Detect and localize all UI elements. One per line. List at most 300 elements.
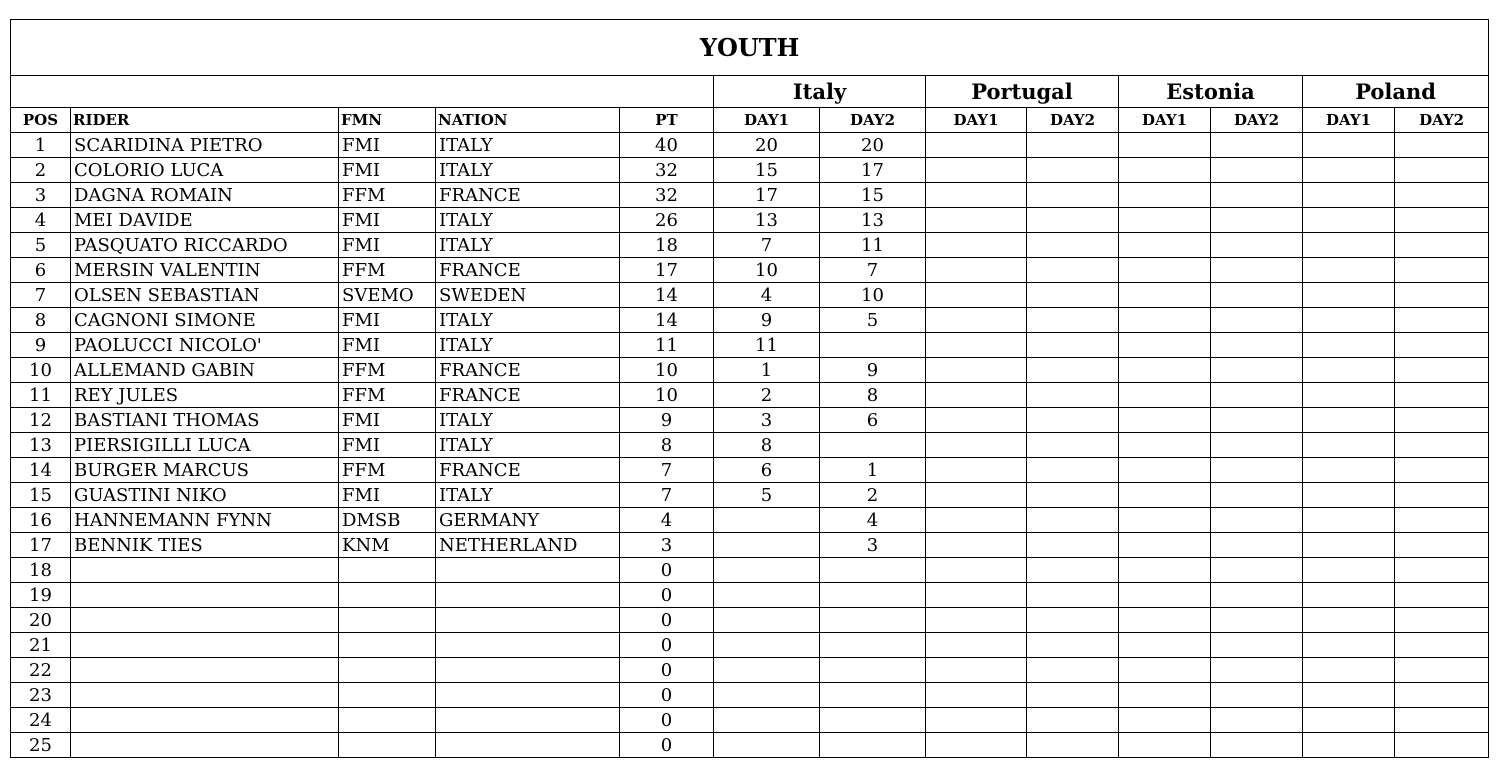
cell-poland-day1	[1303, 208, 1395, 233]
cell-italy-day1	[714, 583, 820, 608]
cell-nation: ITALY	[436, 333, 620, 358]
cell-estonia-day1	[1119, 583, 1211, 608]
cell-poland-day2	[1395, 408, 1489, 433]
cell-rider: PAOLUCCI NICOLO'	[71, 333, 339, 358]
cell-estonia-day1	[1119, 608, 1211, 633]
cell-estonia-day1	[1119, 633, 1211, 658]
cell-estonia-day2	[1211, 658, 1303, 683]
cell-estonia-day2	[1211, 708, 1303, 733]
col-header-nation: NATION	[436, 108, 620, 133]
cell-italy-day2	[820, 608, 926, 633]
cell-portugal-day1	[926, 583, 1027, 608]
cell-pos: 16	[11, 508, 71, 533]
cell-nation: FRANCE	[436, 258, 620, 283]
cell-poland-day2	[1395, 608, 1489, 633]
cell-portugal-day1	[926, 608, 1027, 633]
cell-italy-day2	[820, 433, 926, 458]
cell-poland-day1	[1303, 383, 1395, 408]
cell-portugal-day2	[1027, 633, 1119, 658]
cell-estonia-day1	[1119, 183, 1211, 208]
cell-portugal-day2	[1027, 708, 1119, 733]
table-row	[11, 133, 1489, 158]
cell-rider: ALLEMAND GABIN	[71, 358, 339, 383]
cell-portugal-day1	[926, 183, 1027, 208]
cell-estonia-day1	[1119, 408, 1211, 433]
cell-nation	[436, 708, 620, 733]
cell-fmn: KNM	[339, 533, 436, 558]
cell-points: 0	[620, 708, 714, 733]
cell-portugal-day1	[926, 733, 1027, 758]
cell-italy-day2: 15	[820, 183, 926, 208]
cell-poland-day1	[1303, 283, 1395, 308]
cell-nation: ITALY	[436, 158, 620, 183]
standings-table	[10, 19, 1489, 758]
cell-poland-day2	[1395, 558, 1489, 583]
cell-portugal-day2	[1027, 508, 1119, 533]
cell-portugal-day2	[1027, 558, 1119, 583]
cell-estonia-day1	[1119, 383, 1211, 408]
cell-nation: ITALY	[436, 233, 620, 258]
table-row	[11, 183, 1489, 208]
table-row	[11, 333, 1489, 358]
col-header-pt: PT	[620, 108, 714, 133]
cell-italy-day1	[714, 633, 820, 658]
cell-pos: 2	[11, 158, 71, 183]
cell-italy-day2: 2	[820, 483, 926, 508]
cell-portugal-day1	[926, 708, 1027, 733]
cell-fmn: FMI	[339, 308, 436, 333]
cell-italy-day1: 20	[714, 133, 820, 158]
cell-rider: BASTIANI THOMAS	[71, 408, 339, 433]
cell-poland-day1	[1303, 533, 1395, 558]
cell-estonia-day1	[1119, 158, 1211, 183]
cell-poland-day1	[1303, 583, 1395, 608]
cell-fmn: FFM	[339, 383, 436, 408]
cell-estonia-day1	[1119, 208, 1211, 233]
cell-points: 7	[620, 458, 714, 483]
cell-estonia-day2	[1211, 508, 1303, 533]
cell-poland-day1	[1303, 683, 1395, 708]
cell-fmn	[339, 558, 436, 583]
cell-portugal-day1	[926, 683, 1027, 708]
cell-rider	[71, 558, 339, 583]
cell-points: 0	[620, 658, 714, 683]
cell-estonia-day1	[1119, 433, 1211, 458]
cell-portugal-day2	[1027, 533, 1119, 558]
cell-portugal-day1	[926, 258, 1027, 283]
cell-portugal-day1	[926, 158, 1027, 183]
col-header-rider: RIDER	[71, 108, 339, 133]
cell-fmn: FMI	[339, 233, 436, 258]
cell-rider	[71, 683, 339, 708]
cell-italy-day1	[714, 708, 820, 733]
cell-italy-day2: 17	[820, 158, 926, 183]
table-row	[11, 283, 1489, 308]
table-row	[11, 658, 1489, 683]
cell-fmn	[339, 708, 436, 733]
cell-poland-day1	[1303, 458, 1395, 483]
cell-nation: ITALY	[436, 208, 620, 233]
cell-italy-day1	[714, 508, 820, 533]
cell-points: 32	[620, 183, 714, 208]
cell-rider	[71, 733, 339, 758]
cell-fmn: DMSB	[339, 508, 436, 533]
cell-pos: 13	[11, 433, 71, 458]
cell-poland-day1	[1303, 183, 1395, 208]
cell-points: 10	[620, 358, 714, 383]
table-row	[11, 708, 1489, 733]
cell-fmn: FMI	[339, 433, 436, 458]
table-row	[11, 558, 1489, 583]
cell-rider	[71, 658, 339, 683]
cell-portugal-day2	[1027, 408, 1119, 433]
cell-pos: 10	[11, 358, 71, 383]
cell-poland-day1	[1303, 708, 1395, 733]
cell-portugal-day1	[926, 508, 1027, 533]
cell-portugal-day2	[1027, 583, 1119, 608]
cell-italy-day2	[820, 633, 926, 658]
cell-italy-day1: 9	[714, 308, 820, 333]
cell-italy-day2	[820, 708, 926, 733]
cell-poland-day1	[1303, 608, 1395, 633]
country-header-estonia: Estonia	[1119, 76, 1303, 108]
col-header-poland-day1: DAY1	[1303, 108, 1395, 133]
cell-portugal-day2	[1027, 483, 1119, 508]
cell-italy-day1	[714, 658, 820, 683]
cell-portugal-day1	[926, 483, 1027, 508]
cell-estonia-day2	[1211, 583, 1303, 608]
cell-estonia-day2	[1211, 408, 1303, 433]
cell-italy-day2: 11	[820, 233, 926, 258]
cell-poland-day2	[1395, 583, 1489, 608]
cell-poland-day2	[1395, 183, 1489, 208]
col-header-portugal-day2: DAY2	[1027, 108, 1119, 133]
cell-pos: 12	[11, 408, 71, 433]
cell-portugal-day1	[926, 408, 1027, 433]
col-header-italy-day1: DAY1	[714, 108, 820, 133]
cell-estonia-day2	[1211, 208, 1303, 233]
blank-header-cell	[11, 76, 714, 108]
cell-estonia-day2	[1211, 608, 1303, 633]
cell-poland-day2	[1395, 708, 1489, 733]
cell-poland-day2	[1395, 233, 1489, 258]
table-row	[11, 208, 1489, 233]
cell-estonia-day2	[1211, 233, 1303, 258]
cell-rider: OLSEN SEBASTIAN	[71, 283, 339, 308]
cell-nation: NETHERLAND	[436, 533, 620, 558]
cell-poland-day1	[1303, 158, 1395, 183]
cell-portugal-day2	[1027, 283, 1119, 308]
col-header-italy-day2: DAY2	[820, 108, 926, 133]
table-row	[11, 358, 1489, 383]
cell-estonia-day2	[1211, 458, 1303, 483]
cell-poland-day2	[1395, 658, 1489, 683]
cell-nation: FRANCE	[436, 183, 620, 208]
cell-estonia-day1	[1119, 533, 1211, 558]
cell-fmn	[339, 683, 436, 708]
cell-portugal-day2	[1027, 608, 1119, 633]
cell-estonia-day2	[1211, 683, 1303, 708]
table-row	[11, 483, 1489, 508]
cell-poland-day2	[1395, 358, 1489, 383]
cell-italy-day2: 1	[820, 458, 926, 483]
cell-points: 0	[620, 583, 714, 608]
cell-pos: 1	[11, 133, 71, 158]
col-header-fmn: FMN	[339, 108, 436, 133]
cell-italy-day2	[820, 733, 926, 758]
cell-fmn: FMI	[339, 408, 436, 433]
cell-rider	[71, 633, 339, 658]
cell-pos: 11	[11, 383, 71, 408]
cell-fmn	[339, 608, 436, 633]
cell-estonia-day2	[1211, 158, 1303, 183]
cell-poland-day1	[1303, 633, 1395, 658]
col-header-portugal-day1: DAY1	[926, 108, 1027, 133]
cell-fmn	[339, 583, 436, 608]
cell-estonia-day2	[1211, 633, 1303, 658]
table-row	[11, 608, 1489, 633]
cell-italy-day2: 6	[820, 408, 926, 433]
cell-fmn: FMI	[339, 333, 436, 358]
cell-fmn	[339, 658, 436, 683]
col-header-estonia-day1: DAY1	[1119, 108, 1211, 133]
cell-poland-day2	[1395, 133, 1489, 158]
cell-fmn: SVEMO	[339, 283, 436, 308]
cell-nation	[436, 558, 620, 583]
cell-portugal-day1	[926, 533, 1027, 558]
cell-points: 17	[620, 258, 714, 283]
cell-points: 0	[620, 558, 714, 583]
cell-pos: 5	[11, 233, 71, 258]
cell-points: 10	[620, 383, 714, 408]
cell-portugal-day2	[1027, 733, 1119, 758]
col-header-poland-day2: DAY2	[1395, 108, 1489, 133]
cell-nation	[436, 633, 620, 658]
cell-italy-day2: 10	[820, 283, 926, 308]
cell-portugal-day2	[1027, 383, 1119, 408]
cell-nation: FRANCE	[436, 458, 620, 483]
cell-rider: PIERSIGILLI LUCA	[71, 433, 339, 458]
cell-rider: MERSIN VALENTIN	[71, 258, 339, 283]
cell-italy-day1: 4	[714, 283, 820, 308]
cell-portugal-day2	[1027, 183, 1119, 208]
cell-pos: 14	[11, 458, 71, 483]
table-row	[11, 408, 1489, 433]
cell-portugal-day1	[926, 308, 1027, 333]
cell-italy-day1	[714, 558, 820, 583]
cell-rider: DAGNA ROMAIN	[71, 183, 339, 208]
table-row	[11, 433, 1489, 458]
cell-pos: 3	[11, 183, 71, 208]
cell-rider: HANNEMANN FYNN	[71, 508, 339, 533]
cell-portugal-day1	[926, 133, 1027, 158]
cell-estonia-day2	[1211, 308, 1303, 333]
cell-estonia-day2	[1211, 258, 1303, 283]
cell-estonia-day1	[1119, 358, 1211, 383]
cell-italy-day2: 4	[820, 508, 926, 533]
cell-pos: 25	[11, 733, 71, 758]
cell-fmn: FFM	[339, 183, 436, 208]
cell-nation: ITALY	[436, 133, 620, 158]
cell-rider: PASQUATO RICCARDO	[71, 233, 339, 258]
cell-italy-day1: 2	[714, 383, 820, 408]
cell-estonia-day2	[1211, 558, 1303, 583]
cell-italy-day2	[820, 583, 926, 608]
sheet-title: YOUTH	[11, 20, 1489, 76]
cell-poland-day1	[1303, 408, 1395, 433]
cell-italy-day2: 7	[820, 258, 926, 283]
cell-nation	[436, 733, 620, 758]
cell-pos: 8	[11, 308, 71, 333]
table-row	[11, 633, 1489, 658]
cell-rider: REY JULES	[71, 383, 339, 408]
cell-pos: 6	[11, 258, 71, 283]
cell-rider: GUASTINI NIKO	[71, 483, 339, 508]
cell-italy-day2	[820, 683, 926, 708]
cell-poland-day2	[1395, 458, 1489, 483]
cell-fmn: FMI	[339, 208, 436, 233]
country-header-italy: Italy	[714, 76, 926, 108]
cell-poland-day2	[1395, 208, 1489, 233]
cell-points: 11	[620, 333, 714, 358]
cell-poland-day1	[1303, 658, 1395, 683]
cell-points: 40	[620, 133, 714, 158]
col-header-estonia-day2: DAY2	[1211, 108, 1303, 133]
cell-poland-day2	[1395, 633, 1489, 658]
cell-points: 0	[620, 683, 714, 708]
cell-points: 18	[620, 233, 714, 258]
cell-italy-day1: 3	[714, 408, 820, 433]
cell-pos: 15	[11, 483, 71, 508]
cell-nation: ITALY	[436, 483, 620, 508]
cell-pos: 23	[11, 683, 71, 708]
cell-fmn: FFM	[339, 258, 436, 283]
cell-portugal-day2	[1027, 358, 1119, 383]
cell-italy-day1: 10	[714, 258, 820, 283]
cell-poland-day1	[1303, 733, 1395, 758]
cell-estonia-day2	[1211, 433, 1303, 458]
cell-italy-day1: 15	[714, 158, 820, 183]
cell-poland-day1	[1303, 308, 1395, 333]
cell-italy-day2: 9	[820, 358, 926, 383]
cell-estonia-day1	[1119, 333, 1211, 358]
cell-italy-day2	[820, 658, 926, 683]
cell-pos: 21	[11, 633, 71, 658]
cell-italy-day1	[714, 733, 820, 758]
cell-poland-day1	[1303, 133, 1395, 158]
cell-portugal-day2	[1027, 133, 1119, 158]
cell-nation: FRANCE	[436, 358, 620, 383]
cell-points: 4	[620, 508, 714, 533]
cell-poland-day1	[1303, 508, 1395, 533]
cell-nation	[436, 683, 620, 708]
cell-portugal-day2	[1027, 333, 1119, 358]
cell-pos: 22	[11, 658, 71, 683]
cell-estonia-day1	[1119, 133, 1211, 158]
cell-poland-day2	[1395, 308, 1489, 333]
cell-italy-day1: 5	[714, 483, 820, 508]
cell-italy-day1	[714, 608, 820, 633]
cell-pos: 19	[11, 583, 71, 608]
cell-rider	[71, 608, 339, 633]
cell-portugal-day1	[926, 208, 1027, 233]
cell-poland-day2	[1395, 333, 1489, 358]
cell-fmn	[339, 733, 436, 758]
cell-italy-day1: 13	[714, 208, 820, 233]
cell-points: 0	[620, 733, 714, 758]
cell-portugal-day1	[926, 433, 1027, 458]
cell-estonia-day1	[1119, 658, 1211, 683]
table-row	[11, 683, 1489, 708]
cell-italy-day2: 20	[820, 133, 926, 158]
cell-italy-day1: 6	[714, 458, 820, 483]
cell-poland-day2	[1395, 433, 1489, 458]
cell-rider: CAGNONI SIMONE	[71, 308, 339, 333]
cell-italy-day2: 13	[820, 208, 926, 233]
cell-poland-day1	[1303, 333, 1395, 358]
cell-pos: 18	[11, 558, 71, 583]
col-header-pos: POS	[11, 108, 71, 133]
table-row	[11, 308, 1489, 333]
cell-fmn: FFM	[339, 358, 436, 383]
cell-estonia-day1	[1119, 483, 1211, 508]
cell-poland-day1	[1303, 558, 1395, 583]
cell-points: 8	[620, 433, 714, 458]
table-row	[11, 583, 1489, 608]
cell-nation: ITALY	[436, 308, 620, 333]
cell-portugal-day1	[926, 358, 1027, 383]
table-row	[11, 233, 1489, 258]
cell-portugal-day1	[926, 558, 1027, 583]
cell-poland-day1	[1303, 483, 1395, 508]
cell-italy-day1	[714, 533, 820, 558]
table-row	[11, 158, 1489, 183]
cell-portugal-day1	[926, 233, 1027, 258]
cell-estonia-day2	[1211, 333, 1303, 358]
cell-portugal-day2	[1027, 308, 1119, 333]
table-row	[11, 258, 1489, 283]
cell-rider	[71, 708, 339, 733]
cell-rider: BURGER MARCUS	[71, 458, 339, 483]
table-row	[11, 383, 1489, 408]
cell-italy-day1: 1	[714, 358, 820, 383]
cell-nation	[436, 608, 620, 633]
cell-estonia-day2	[1211, 133, 1303, 158]
cell-points: 3	[620, 533, 714, 558]
cell-italy-day1	[714, 683, 820, 708]
cell-pos: 9	[11, 333, 71, 358]
cell-points: 9	[620, 408, 714, 433]
cell-portugal-day1	[926, 333, 1027, 358]
cell-nation: ITALY	[436, 408, 620, 433]
cell-poland-day2	[1395, 283, 1489, 308]
cell-portugal-day2	[1027, 208, 1119, 233]
cell-points: 14	[620, 308, 714, 333]
cell-estonia-day1	[1119, 283, 1211, 308]
cell-estonia-day1	[1119, 508, 1211, 533]
country-header-poland: Poland	[1303, 76, 1489, 108]
cell-portugal-day2	[1027, 258, 1119, 283]
table-row	[11, 733, 1489, 758]
cell-italy-day2	[820, 558, 926, 583]
cell-italy-day2: 3	[820, 533, 926, 558]
cell-portugal-day1	[926, 383, 1027, 408]
cell-portugal-day1	[926, 458, 1027, 483]
cell-italy-day1: 11	[714, 333, 820, 358]
cell-points: 0	[620, 608, 714, 633]
cell-pos: 24	[11, 708, 71, 733]
cell-nation: ITALY	[436, 433, 620, 458]
